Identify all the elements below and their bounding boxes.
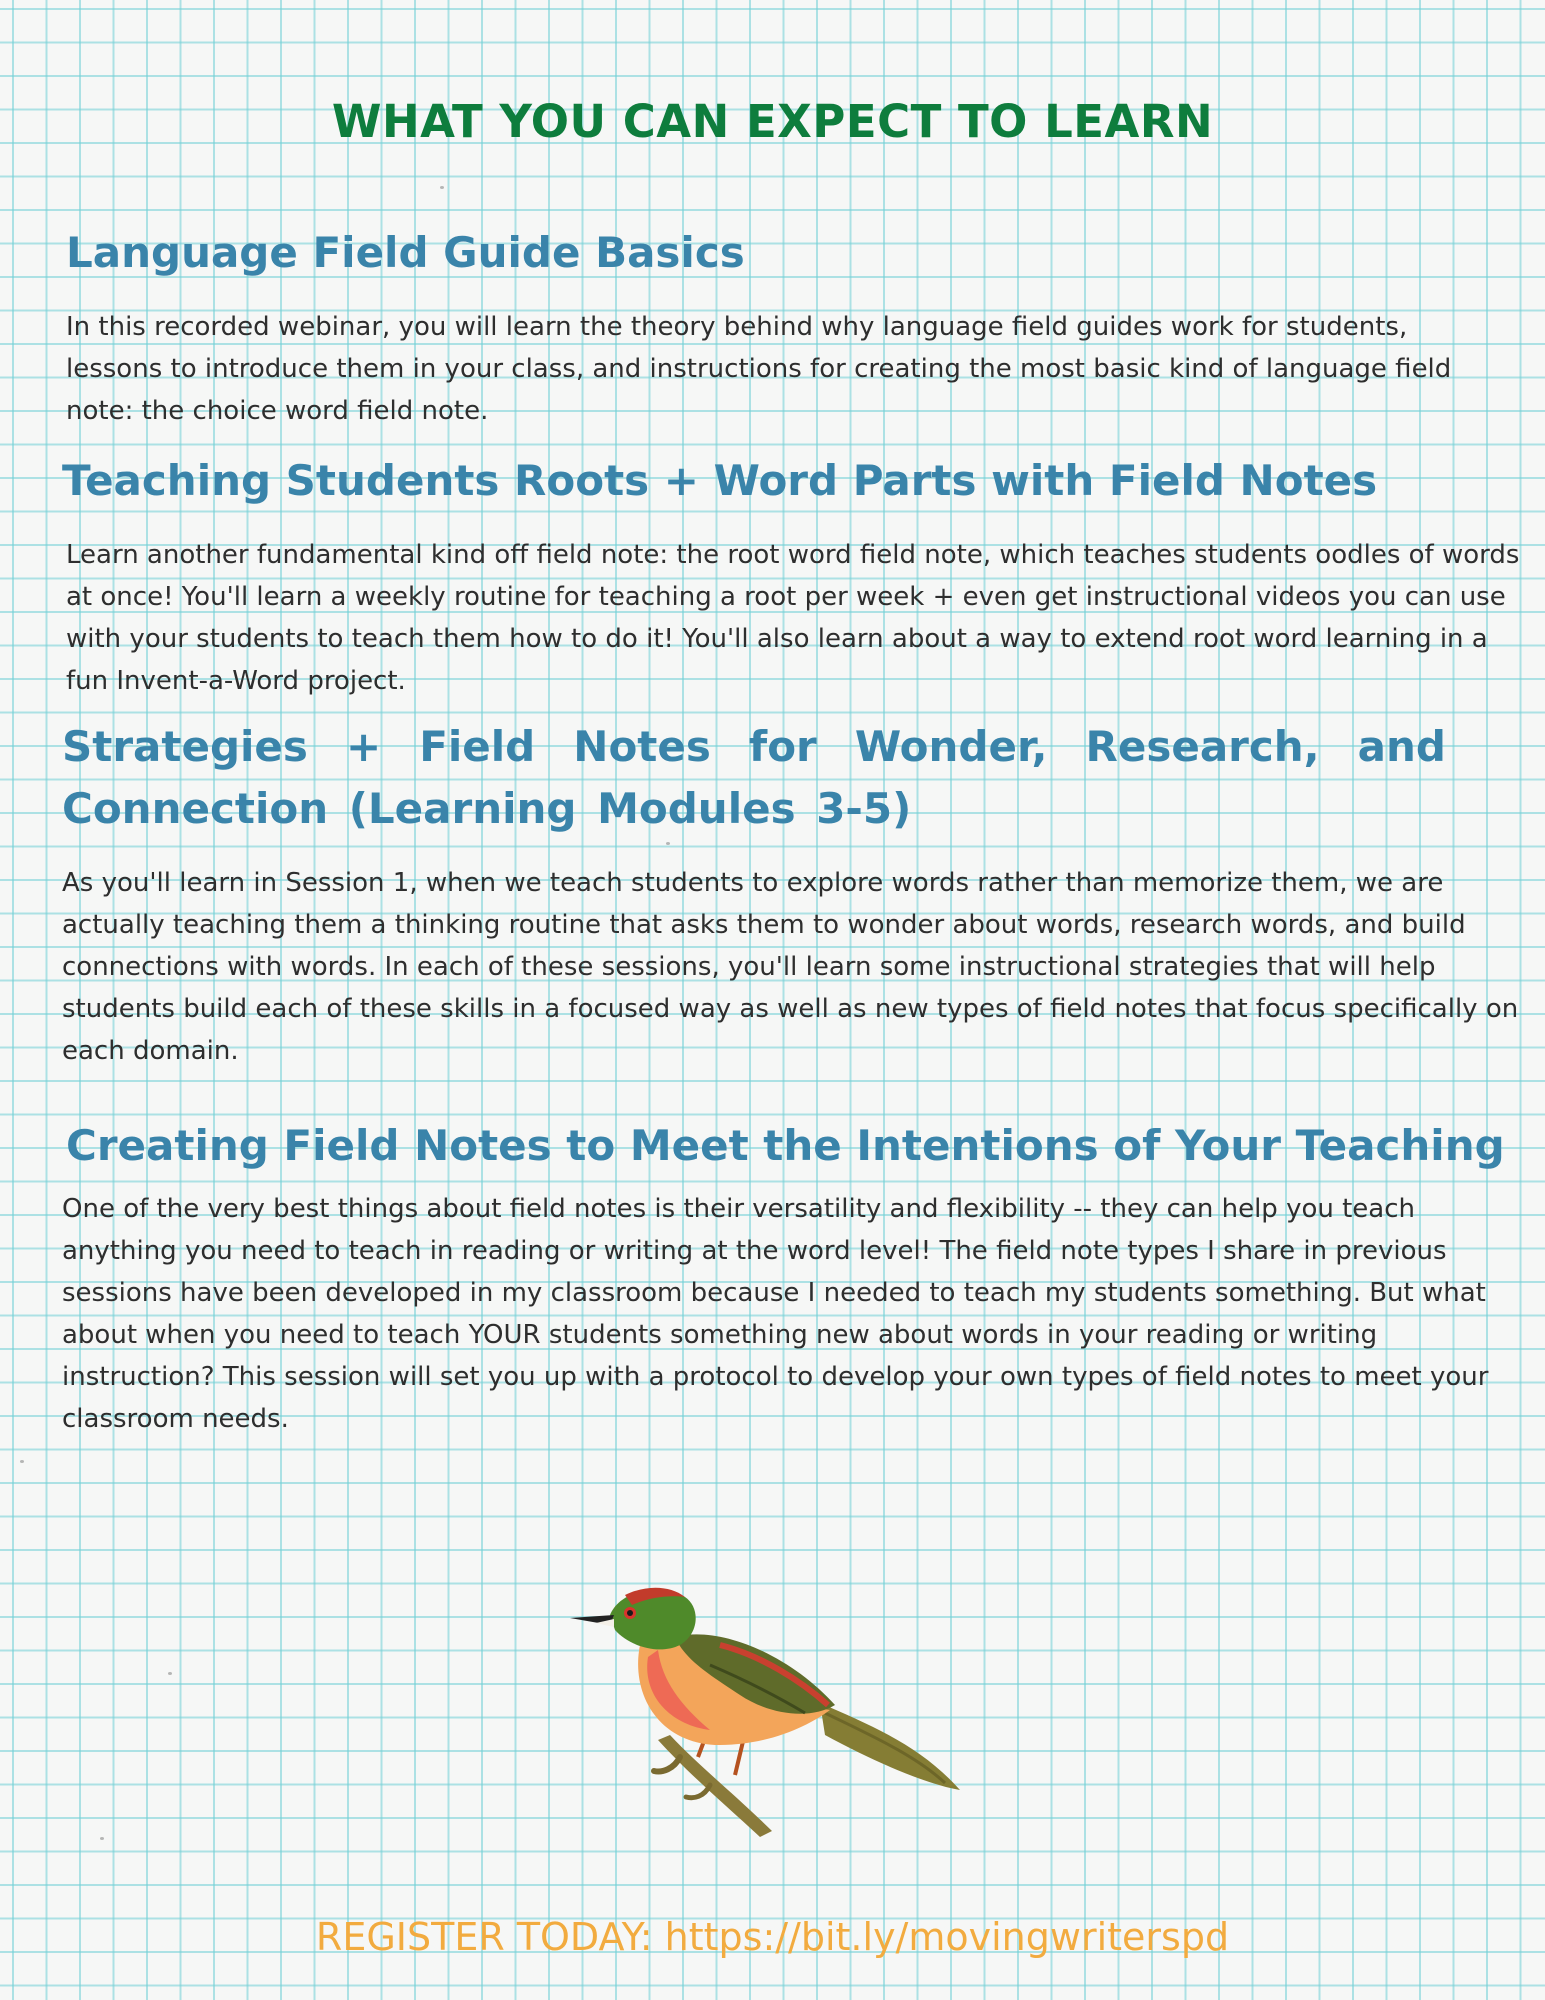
- section-body-creating-field-notes: One of the very best things about field notes is their versatility and flexibility -- they can help you teach anything you need to teach in reading or writing at the word level! The field note types I share in previous sessions have been developed in my classroom because I needed to teach my students something. But what about when you need to teach YOUR students something new about words in your reading or writing instruction? This session will set you up with a protocol to develop your own types of field notes to meet your classroom needs.: [62, 1194, 1489, 1434]
- paper-speck: [440, 186, 444, 189]
- register-label: REGISTER TODAY:: [315, 1915, 653, 1959]
- paper-speck: [20, 1460, 24, 1463]
- section-heading-wonder-research-connection: Strategies + Field Notes for Wonder, Research, and Connection (Learning Modules 3-5): [62, 722, 1446, 833]
- paper-speck: [100, 1837, 104, 1840]
- register-link[interactable]: https://bit.ly/movingwriterspd: [664, 1915, 1230, 1959]
- section-heading-creating-field-notes: Creating Field Notes to Meet the Intentions of Your Teaching: [66, 1121, 1505, 1170]
- register-footer: [0, 1915, 1545, 1959]
- section-body-roots-word-parts: Learn another fundamental kind off field note: the root word field note, which teaches students oodles of words at once! You'll learn a weekly routine for teaching a root per week + even get instructional videos you can use with your students to teach them how to do it! You'll also learn about a way to extend root word learning in a fun Invent-a-Word project.: [66, 540, 1520, 696]
- paper-speck: [168, 1672, 172, 1675]
- page-title: WHAT YOU CAN EXPECT TO LEARN: [331, 95, 1214, 148]
- section-body-field-guide-basics: In this recorded webinar, you will learn the theory behind why language field guides work for students, lessons to introduce them in your class, and instructions for creating the most basic kind of language field note: the choice word field note.: [66, 312, 1452, 426]
- section-heading-roots-word-parts: Teaching Students Roots + Word Parts with Field Notes: [62, 456, 1378, 505]
- bird-illustration: [570, 1585, 970, 1845]
- paper-speck: [666, 842, 670, 845]
- branch: [658, 1735, 772, 1837]
- section-body-wonder-research-connection: As you'll learn in Session 1, when we teach students to explore words rather than memorize them, we are actually teaching them a thinking routine that asks them to wonder about words, research words, and build connections with words. In each of these sessions, you'll learn some instructional strategies that will help students build each of these skills in a focused way as well as new types of field notes that focus specifically on each domain.: [62, 868, 1519, 1066]
- section-heading-field-guide-basics: Language Field Guide Basics: [66, 228, 745, 277]
- bird-head: [610, 1590, 696, 1649]
